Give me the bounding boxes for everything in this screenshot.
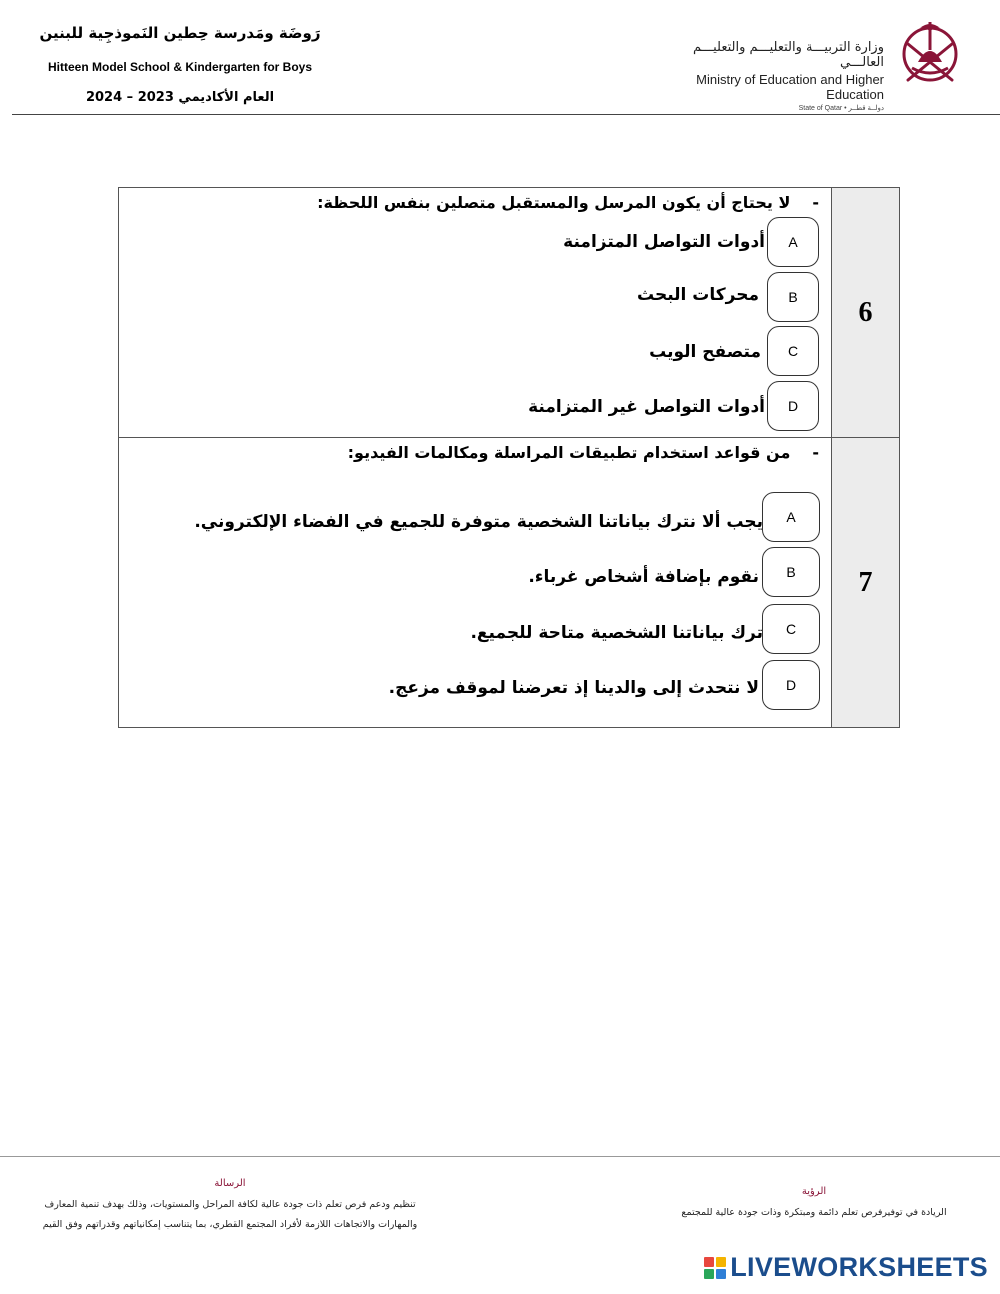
question-text: -لا يحتاج أن يكون المرسل والمستقبل متصلين بنفس اللحظة:	[317, 193, 819, 212]
option-d-button[interactable]: D	[767, 381, 819, 431]
footer-divider	[0, 1156, 1000, 1157]
school-header	[20, 18, 340, 105]
ministry-text	[650, 40, 884, 112]
option-b-button[interactable]: B	[767, 272, 819, 322]
ministry-name-english: Ministry of Education and Higher Education	[696, 72, 884, 102]
option-text: محركات البحث	[636, 285, 759, 305]
liveworksheets-cubes-icon	[704, 1257, 726, 1279]
option-d-button[interactable]: D	[762, 660, 820, 710]
academic-year: العام الأكاديمي 2023 – 2024	[85, 90, 275, 105]
liveworksheets-wordmark: LIVEWORKSHEETS	[730, 1252, 988, 1282]
option-b-button[interactable]: B	[762, 547, 820, 597]
option-text: أدوات التواصل غير المتزامنة	[528, 397, 765, 417]
ministry-state: State of Qatar • دولــة قطــر	[798, 105, 884, 112]
mission-block	[20, 1178, 440, 1235]
ministry-name-arabic: وزارة التربيـــة والتعليـــم والتعليـــم العالـــي	[693, 40, 884, 70]
school-name-arabic: رَوضَة ومَدرسة حِطين النَموذجِية للبنين	[39, 24, 321, 42]
vision-block	[664, 1186, 964, 1223]
ministry-header	[650, 14, 970, 112]
option-c-button[interactable]: C	[762, 604, 820, 654]
option-text: يجب ألا نترك بياناتنا الشخصية متوفرة للجميع في الفضاء الإلكتروني.	[194, 512, 763, 532]
questions-table	[118, 187, 900, 728]
vision-title: الرؤية	[801, 1186, 827, 1197]
qatar-emblem-icon	[890, 14, 970, 94]
option-text: متصفح الويب	[649, 342, 761, 362]
question-row	[119, 188, 899, 437]
header-divider	[12, 114, 1000, 115]
question-body	[119, 188, 832, 437]
option-text: ترك بياناتنا الشخصية متاحة للجميع.	[470, 623, 763, 643]
question-number: 6	[832, 188, 899, 437]
mission-text-line: والمهارات والاتجاهات اللازمة لأفراد المجتمع القطري، بما يتناسب إمكانياتهم وقدراتهم وفق القيم	[42, 1219, 418, 1230]
question-row	[119, 437, 899, 727]
liveworksheets-logo[interactable]	[704, 1252, 988, 1283]
vision-text: الريادة في توفيرفرص تعلم دائمة ومبتكرة وذات جودة عالية للمجتمع	[681, 1207, 947, 1218]
option-a-button[interactable]: A	[762, 492, 820, 542]
question-text: -من قواعد استخدام تطبيقات المراسلة ومكالمات الفيديو:	[347, 443, 819, 462]
mission-text-line: تنظيم ودعم فرص تعلم ذات جودة عالية لكافة المراحل والمستويات، وذلك بهدف تنمية المعارف	[44, 1199, 416, 1210]
question-number: 7	[832, 438, 899, 727]
option-text: نقوم بإضافة أشخاص غرباء.	[528, 567, 759, 587]
option-a-button[interactable]: A	[767, 217, 819, 267]
question-body	[119, 438, 832, 727]
mission-title: الرسالة	[214, 1178, 246, 1189]
option-text: لا نتحدث إلى والدينا إذ تعرضنا لموقف مزعج.	[388, 678, 759, 698]
option-text: أدوات التواصل المتزامنة	[563, 232, 765, 252]
option-c-button[interactable]: C	[767, 326, 819, 376]
school-name-english: Hitteen Model School & Kindergarten for Boys	[47, 60, 313, 74]
